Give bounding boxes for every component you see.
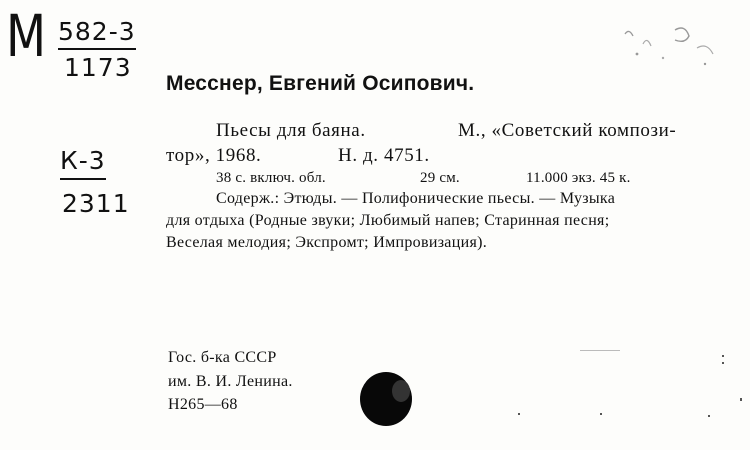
- contents-line-3: Веселая мелодия; Экспромт; Импровизация).: [166, 234, 488, 251]
- library-line-2: им. В. И. Ленина.: [168, 373, 293, 390]
- shelfmark2-bottom: 2311: [62, 189, 130, 218]
- shelfmark-code-top: 582-3: [58, 18, 136, 50]
- publisher-line-1: М., «Советский компози-: [458, 120, 677, 141]
- speck: [722, 362, 724, 364]
- speck: [600, 413, 602, 415]
- faint-stamp: [615, 14, 725, 74]
- speck: [518, 413, 520, 415]
- shelfmark-letter: М: [6, 2, 47, 70]
- physical-size: 29 см.: [420, 170, 460, 186]
- publisher-line-2: тор», 1968.: [166, 145, 262, 166]
- edition-number: Н. д. 4751.: [338, 145, 430, 166]
- contents-line-1: Содерж.: Этюды. — Полифонические пьесы. — Музыка: [216, 190, 616, 207]
- library-line-1: Гос. б-ка СССР: [168, 349, 277, 366]
- physical-pages: 38 с. включ. обл.: [216, 170, 326, 186]
- title: Пьесы для баяна.: [216, 120, 366, 141]
- speck: [580, 350, 620, 351]
- shelfmark2-top: К-3: [60, 146, 106, 180]
- shelfmark-code-bottom: 1173: [64, 53, 132, 82]
- contents-line-2: для отдыха (Родные звуки; Любимый напев; Старинная песня;: [166, 212, 610, 229]
- speck: [722, 355, 724, 357]
- speck: [740, 398, 742, 401]
- physical-copies: 11.000 экз. 45 к.: [526, 170, 631, 186]
- speck: [708, 415, 710, 417]
- author-heading: Месснер, Евгений Осипович.: [166, 72, 475, 95]
- ink-blot-edge: [392, 380, 410, 402]
- print-code: Н265—68: [168, 396, 238, 413]
